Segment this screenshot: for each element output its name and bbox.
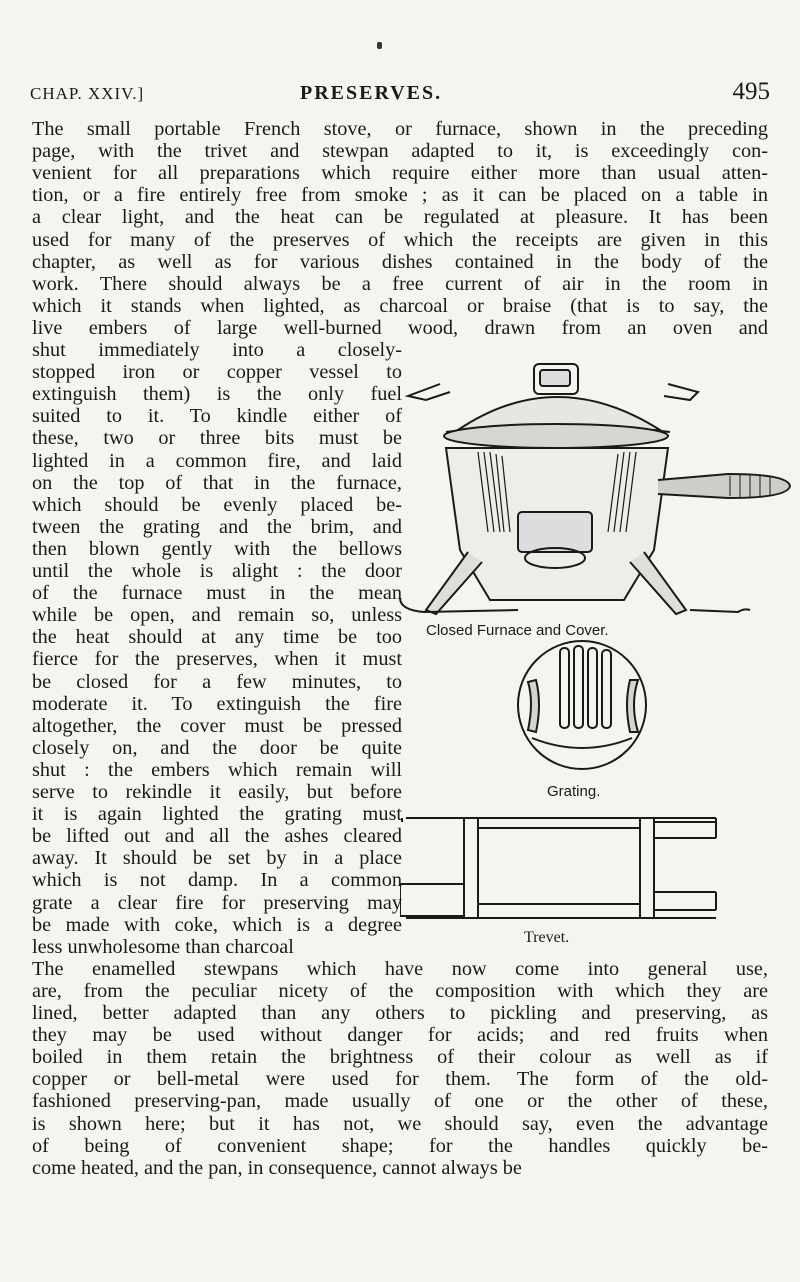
text-line: on the top of that in the furnace, xyxy=(32,471,402,494)
text-line: be made with coke, which is a degree xyxy=(32,913,402,936)
text-line: tween the grating and the brim, and xyxy=(32,515,402,538)
text-line: fashioned preserving-pan, made usually of one or the other of these, xyxy=(32,1090,768,1113)
text-line: a clear light, and the heat can be regulated at pleasure. It has been xyxy=(32,206,768,229)
grating-caption: Grating. xyxy=(547,783,601,800)
text-line: live embers of large well-burned wood, drawn from an oven and xyxy=(32,316,768,339)
text-line: tion, or a fire entirely free from smoke ; as it can be placed on a table in xyxy=(32,184,768,207)
text-line: shut : the embers which remain will xyxy=(32,758,402,781)
text-line: come heated, and the pan, in consequence, cannot always be xyxy=(32,1156,522,1179)
section-title: PRESERVES. xyxy=(300,82,443,104)
text-line: it is again lighted the grating must xyxy=(32,803,402,826)
text-line: page, with the trivet and stewpan adapted to it, is exceedingly con- xyxy=(32,140,768,163)
text-line: less unwholesome than charcoal xyxy=(32,935,294,958)
text-line: they may be used without danger for acids; and red fruits when xyxy=(32,1024,768,1047)
text-line: stopped iron or copper vessel to xyxy=(32,361,402,384)
text-line: fierce for the preserves, when it must xyxy=(32,648,402,671)
text-line: altogether, the cover must be pressed xyxy=(32,714,402,737)
text-line: venient for all preparations which require either more than usual atten- xyxy=(32,162,768,185)
text-line: The small portable French stove, or furnace, shown in the preceding xyxy=(32,118,768,140)
furnace-caption: Closed Furnace and Cover. xyxy=(426,622,609,639)
text-line: boiled in them retain the brightness of their colour as well as if xyxy=(32,1046,768,1069)
text-line: closely on, and the door be quite xyxy=(32,736,402,759)
grating-illustration xyxy=(498,640,666,772)
text-line: be closed for a few minutes, to xyxy=(32,670,402,693)
text-line: the heat should at any time be too xyxy=(32,626,402,649)
text-line: of being of convenient shape; for the handles quickly be- xyxy=(32,1134,768,1157)
text-line: shut immediately into a closely- xyxy=(32,339,402,361)
text-line: until the whole is alight : the door xyxy=(32,560,402,582)
text-line: used for many of the preserves of which the receipts are given in this xyxy=(32,228,768,251)
text-line: be lifted out and all the ashes cleared xyxy=(32,825,402,848)
text-line: while be open, and remain so, unless xyxy=(32,604,402,627)
chapter-label: CHAP. XXIV.] xyxy=(30,84,145,103)
text-line: which it stands when lighted, as charcoal or braise (that is to say, the xyxy=(32,294,768,317)
running-header xyxy=(30,78,770,108)
ink-mark xyxy=(377,42,382,49)
trevet-illustration xyxy=(400,812,796,920)
text-line: grate a clear fire for preserving may xyxy=(32,891,402,914)
text-line: which is not damp. In a common xyxy=(32,869,402,892)
text-line: work. There should always be a free current of air in the room in xyxy=(32,272,768,295)
text-line: serve to rekindle it easily, but before xyxy=(32,781,402,803)
text-line: suited to it. To kindle either of xyxy=(32,405,402,428)
text-line: lined, better adapted than any others to pickling and preserving, as xyxy=(32,1002,768,1024)
trevet-caption: Trevet. xyxy=(524,929,570,946)
text-line: The enamelled stewpans which have now come into general use, xyxy=(32,957,768,980)
page-number: 495 xyxy=(732,78,770,105)
text-line: chapter, as well as for various dishes contained in the body of the xyxy=(32,250,768,273)
text-line: copper or bell-metal were used for them. The form of the old- xyxy=(32,1068,768,1091)
text-line: away. It should be set by in a place xyxy=(32,847,402,870)
text-line: then blown gently with the bellows xyxy=(32,537,402,560)
furnace-illustration xyxy=(398,362,793,624)
text-line: of the furnace must in the mean xyxy=(32,582,402,605)
text-line: lighted in a common fire, and laid xyxy=(32,449,402,472)
text-line: extinguish them) is the only fuel xyxy=(32,383,402,406)
text-line: moderate it. To extinguish the fire xyxy=(32,692,402,715)
text-line: which should be evenly placed be- xyxy=(32,493,402,516)
text-line: are, from the peculiar nicety of the composition with which they are xyxy=(32,979,768,1002)
text-line: is shown here; but it has not, we should say, even the advantage xyxy=(32,1112,768,1135)
text-line: these, two or three bits must be xyxy=(32,427,402,450)
